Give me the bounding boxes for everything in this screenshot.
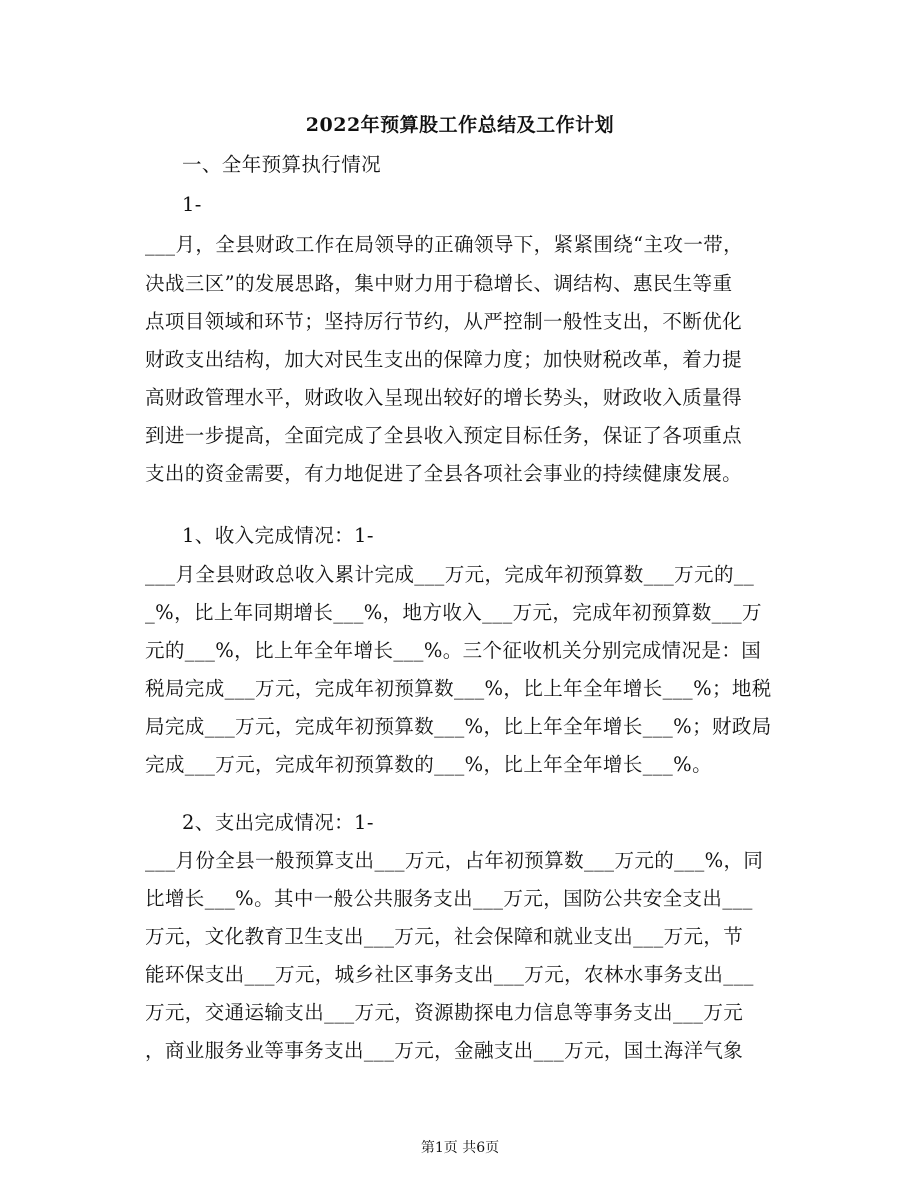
- page-number-footer: 第1页 共6页: [420, 1140, 500, 1156]
- paragraph-line: ___月份全县一般预算支出___万元，占年初预算数___万元的___%，同: [145, 849, 764, 872]
- paragraph-line: 元的___%，比上年全年增长___%。三个征收机关分别完成情况是：国: [145, 639, 762, 662]
- paragraph-line: ，商业服务业等事务支出___万元，金融支出___万元，国土海洋气象: [145, 1039, 744, 1062]
- paragraph-line: 到进一步提高，全面完成了全县收入预定目标任务，保证了各项重点: [145, 424, 743, 447]
- paragraph-line: ___月全县财政总收入累计完成___万元，完成年初预算数___万元的__: [145, 563, 755, 586]
- paragraph-line: _%，比上年同期增长___%，地方收入___万元，完成年初预算数___万: [145, 601, 762, 624]
- section-heading: 一、全年预算执行情况: [182, 153, 382, 176]
- paragraph-line: 点项目领域和环节；坚持厉行节约，从严控制一般性支出，不断优化: [145, 310, 743, 333]
- subsection-heading: 2、支出完成情况：1-: [182, 811, 374, 834]
- paragraph-line: 财政支出结构，加大对民生支出的保障力度；加快财税改革，着力提: [145, 348, 743, 371]
- paragraph-line: 完成___万元，完成年初预算数的___%，比上年全年增长___%。: [145, 753, 713, 776]
- paragraph-line: ___月，全县财政工作在局领导的正确领导下，紧紧围绕“主攻一带，: [145, 233, 744, 256]
- paragraph-line: 1-: [182, 193, 202, 216]
- paragraph-line: 支出的资金需要，有力地促进了全县各项社会事业的持续健康发展。: [145, 462, 743, 485]
- paragraph-line: 万元，文化教育卫生支出___万元，社会保障和就业支出___万元，节: [145, 925, 744, 948]
- subsection-heading: 1、收入完成情况：1-: [182, 524, 374, 547]
- paragraph-line: 税局完成___万元，完成年初预算数___%，比上年全年增长___%；地税: [145, 677, 772, 700]
- paragraph-line: 万元，交通运输支出___万元，资源勘探电力信息等事务支出___万元: [145, 1001, 744, 1024]
- paragraph-line: 决战三区”的发展思路，集中财力用于稳增长、调结构、惠民生等重: [145, 272, 733, 295]
- paragraph-line: 高财政管理水平，财政收入呈现出较好的增长势头，财政收入质量得: [145, 386, 743, 409]
- document-title: 2022年预算股工作总结及工作计划: [305, 114, 615, 136]
- paragraph-line: 局完成___万元，完成年初预算数___%，比上年全年增长___%；财政局: [145, 715, 772, 738]
- paragraph-line: 比增长___%。其中一般公共服务支出___万元，国防公共安全支出___: [145, 887, 753, 910]
- paragraph-line: 能环保支出___万元，城乡社区事务支出___万元，农林水事务支出___: [145, 963, 754, 986]
